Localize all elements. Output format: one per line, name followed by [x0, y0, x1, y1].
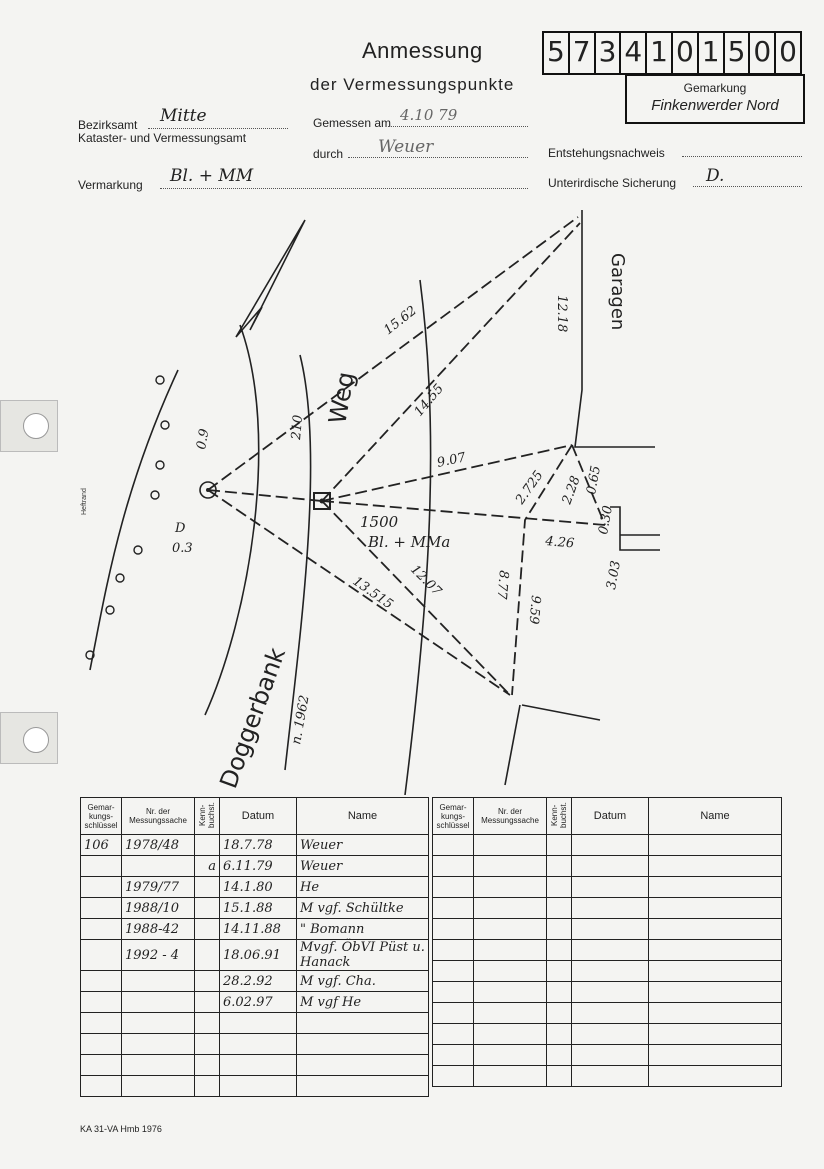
table-cell	[195, 992, 220, 1013]
table-cell: 28.2.92	[220, 971, 297, 992]
col-header: Nr. der Messungssache	[122, 798, 195, 835]
table-cell	[195, 919, 220, 940]
measure-line	[322, 501, 510, 695]
table-cell	[547, 940, 572, 961]
table-cell	[81, 940, 122, 971]
measure-label: 9.07	[435, 450, 468, 471]
table-cell	[649, 1003, 782, 1024]
number-digit: 1	[647, 33, 673, 73]
table-cell	[547, 919, 572, 940]
point-marker	[320, 499, 325, 504]
table-cell	[547, 835, 572, 856]
number-digit: 0	[673, 33, 699, 73]
table-cell: 1988-42	[122, 919, 195, 940]
table-cell	[81, 898, 122, 919]
table-cell	[649, 1045, 782, 1066]
table-cell	[433, 856, 474, 877]
measure-label: 14.55	[411, 381, 447, 420]
table-cell: 18.06.91	[220, 940, 297, 971]
point-sub: Bl. + MMa	[368, 533, 451, 551]
col-header: Kenn-buchst.	[547, 798, 572, 835]
table-row	[433, 1045, 782, 1066]
table-cell	[195, 940, 220, 971]
table-cell	[649, 898, 782, 919]
table-cell	[547, 961, 572, 982]
table-cell	[572, 877, 649, 898]
history-table-right	[432, 797, 782, 1087]
table-cell	[572, 940, 649, 961]
table-cell	[81, 1055, 122, 1076]
table-cell	[195, 1055, 220, 1076]
table-cell	[474, 940, 547, 961]
measure-label: 9.59	[525, 594, 543, 625]
garagen-label: Garagen	[607, 253, 628, 331]
table-row	[81, 898, 429, 919]
table-cell	[81, 1034, 122, 1055]
table-cell	[572, 835, 649, 856]
table-cell	[474, 1024, 547, 1045]
table-cell: 1979/77	[122, 877, 195, 898]
table-cell	[649, 1024, 782, 1045]
table-cell: Mvgf. ÖbVI Püst u. Hanack	[297, 940, 429, 971]
gemessen-line	[388, 126, 528, 127]
table-row	[433, 961, 782, 982]
form-code: KA 31-VA Hmb 1976	[80, 1124, 162, 1134]
measure-label: 3.03	[604, 559, 624, 591]
table-cell	[572, 856, 649, 877]
table-cell	[433, 835, 474, 856]
vermarkung-line	[160, 188, 528, 189]
building-corner	[610, 507, 660, 550]
table-cell	[220, 1034, 297, 1055]
table-cell	[572, 961, 649, 982]
number-digit: 4	[621, 33, 647, 73]
table-cell	[81, 1013, 122, 1034]
durch-value: Weuer	[378, 137, 434, 157]
table-cell	[122, 1076, 195, 1097]
table-cell: 6.02.97	[220, 992, 297, 1013]
gemarkung-label: Gemarkung	[683, 81, 747, 95]
d-label: D	[175, 521, 186, 536]
table-cell	[649, 982, 782, 1003]
table-cell	[572, 898, 649, 919]
table-row	[81, 1055, 429, 1076]
table-cell	[547, 898, 572, 919]
measure-label: 4.26	[544, 534, 575, 552]
table-cell	[122, 856, 195, 877]
table-cell	[547, 982, 572, 1003]
measure-label: 0.30	[596, 504, 616, 536]
table-cell	[81, 1076, 122, 1097]
bezirksamt-label: Bezirksamt	[78, 118, 138, 132]
sicherung-value: D.	[706, 166, 725, 186]
table-cell: 6.11.79	[220, 856, 297, 877]
table-cell	[547, 1045, 572, 1066]
col-header: Gemar-kungs-schlüssel	[81, 798, 122, 835]
col-header: Nr. der Messungssache	[474, 798, 547, 835]
gemarkung-value: Finkenwerder Nord	[651, 97, 779, 114]
table-row	[81, 856, 429, 877]
point-number-box	[542, 31, 802, 75]
bezirksamt-line	[148, 128, 288, 129]
durch-line	[348, 157, 528, 158]
table-cell	[433, 1003, 474, 1024]
table-cell: Weuer	[297, 835, 429, 856]
kataster-label: Kataster- und Vermessungsamt	[78, 131, 247, 145]
table-cell	[547, 1003, 572, 1024]
table-row	[433, 835, 782, 856]
table-cell	[649, 919, 782, 940]
table-cell	[122, 1055, 195, 1076]
col-header: Name	[649, 798, 782, 835]
table-cell	[220, 1055, 297, 1076]
ref-label: n. 1962	[289, 694, 313, 746]
measure-label: 8.77	[493, 569, 511, 600]
table-cell	[122, 1034, 195, 1055]
table-cell	[474, 877, 547, 898]
table-cell	[195, 971, 220, 992]
table-cell: 14.1.80	[220, 877, 297, 898]
street-name-doggerbank: Doggerbank	[214, 644, 292, 793]
sicherung-label: Unterirdische Sicherung	[548, 176, 677, 190]
table-cell	[649, 835, 782, 856]
street-name-weg: Weg	[323, 369, 360, 427]
gemessen-value: 4.10 79	[400, 106, 458, 124]
col-header: Name	[297, 798, 429, 835]
table-cell	[297, 1055, 429, 1076]
page-subtitle: der Vermessungspunkte	[310, 75, 515, 94]
side-label: 210	[289, 414, 307, 441]
table-cell	[474, 1003, 547, 1024]
table-cell	[474, 961, 547, 982]
table-cell: M vgf. Schültke	[297, 898, 429, 919]
col-header: Gemar-kungs-schlüssel	[433, 798, 474, 835]
gemessen-label: Gemessen am	[313, 116, 392, 130]
table-cell: " Bomann	[297, 919, 429, 940]
table-cell	[297, 1013, 429, 1034]
table-row	[433, 898, 782, 919]
table-cell	[572, 1045, 649, 1066]
table-cell	[547, 1024, 572, 1045]
table-cell	[433, 898, 474, 919]
table-row	[81, 877, 429, 898]
table-cell	[474, 835, 547, 856]
number-digit: 0	[750, 33, 776, 73]
table-cell	[649, 877, 782, 898]
table-row	[81, 971, 429, 992]
table-cell	[547, 1066, 572, 1087]
entstehung-label: Entstehungsnachweis	[548, 146, 665, 160]
table-cell	[81, 971, 122, 992]
page-title: Anmessung	[362, 38, 483, 63]
table-cell	[195, 1034, 220, 1055]
vermarkung-label: Vermarkung	[78, 178, 143, 192]
table-cell	[297, 1034, 429, 1055]
table-cell	[433, 1045, 474, 1066]
table-cell	[572, 919, 649, 940]
table-cell	[433, 961, 474, 982]
table-row	[81, 1013, 429, 1034]
number-digit: 5	[725, 33, 751, 73]
col-header: Datum	[220, 798, 297, 835]
entstehung-line	[682, 156, 802, 157]
table-cell: a	[195, 856, 220, 877]
measure-label: 13.515	[349, 573, 396, 613]
table-cell	[81, 919, 122, 940]
table-row	[81, 1034, 429, 1055]
table-cell	[572, 1003, 649, 1024]
table-cell: 18.7.78	[220, 835, 297, 856]
table-cell	[122, 971, 195, 992]
durch-label: durch	[313, 147, 344, 161]
table-cell	[474, 982, 547, 1003]
table-row	[433, 1003, 782, 1024]
number-digit: 0	[779, 35, 797, 68]
heftrand-label: Heftrand	[81, 488, 88, 515]
table-cell	[474, 1066, 547, 1087]
measure-line	[208, 217, 578, 490]
table-cell	[195, 835, 220, 856]
table-cell	[220, 1013, 297, 1034]
measure-label: 15.62	[381, 303, 420, 339]
table-row	[81, 835, 429, 856]
number-digit: 5	[544, 33, 570, 73]
col-header: Kenn-buchst.	[195, 798, 220, 835]
gemarkung-box	[625, 74, 805, 124]
table-cell: Weuer	[297, 856, 429, 877]
number-digit: 3	[596, 33, 622, 73]
survey-sketch	[0, 195, 824, 795]
number-digit: 7	[570, 33, 596, 73]
table-cell	[547, 856, 572, 877]
measure-label: 0.65	[584, 464, 604, 496]
table-row	[81, 992, 429, 1013]
table-cell	[81, 877, 122, 898]
table-cell	[195, 1076, 220, 1097]
history-table-left	[80, 797, 429, 1097]
table-cell: 14.11.88	[220, 919, 297, 940]
table-row	[81, 940, 429, 971]
table-cell	[474, 856, 547, 877]
table-cell	[474, 1045, 547, 1066]
bezirksamt-value: Mitte	[160, 106, 207, 126]
table-cell	[474, 898, 547, 919]
measure-label: 12.18	[554, 295, 569, 333]
measure-label: 12.07	[407, 562, 445, 600]
table-cell	[572, 1024, 649, 1045]
table-cell	[433, 982, 474, 1003]
point-marker	[206, 488, 210, 492]
measure-label: 2.725	[512, 468, 547, 508]
table-cell	[649, 856, 782, 877]
table-cell	[195, 898, 220, 919]
table-cell: He	[297, 877, 429, 898]
left-label: 0.9	[194, 427, 213, 451]
table-cell: M vgf. Cha.	[297, 971, 429, 992]
point-label: 1500	[360, 513, 399, 531]
table-cell	[572, 982, 649, 1003]
table-cell	[297, 1076, 429, 1097]
table-row	[81, 919, 429, 940]
col-header: Datum	[572, 798, 649, 835]
table-cell	[220, 1076, 297, 1097]
table-cell	[649, 940, 782, 961]
table-cell: M vgf He	[297, 992, 429, 1013]
table-row	[433, 1024, 782, 1045]
table-cell	[474, 919, 547, 940]
table-row	[81, 1076, 429, 1097]
table-cell	[122, 1013, 195, 1034]
table-cell	[81, 856, 122, 877]
table-cell: 1978/48	[122, 835, 195, 856]
table-cell	[433, 940, 474, 961]
table-cell	[649, 1066, 782, 1087]
table-row	[433, 940, 782, 961]
table-cell	[81, 992, 122, 1013]
table-cell	[195, 1013, 220, 1034]
table-cell	[195, 877, 220, 898]
table-cell: 1988/10	[122, 898, 195, 919]
table-row	[433, 856, 782, 877]
measure-line	[208, 490, 322, 501]
north-arrow-icon	[236, 220, 305, 337]
table-cell	[122, 992, 195, 1013]
number-digit: 1	[699, 33, 725, 73]
table-row	[433, 919, 782, 940]
measure-label: 2.28	[559, 474, 584, 507]
vermarkung-value: Bl. + MM	[170, 166, 254, 186]
table-row	[433, 1066, 782, 1087]
table-cell	[649, 961, 782, 982]
table-cell: 1992 - 4	[122, 940, 195, 971]
table-cell	[433, 877, 474, 898]
boundary-curve	[90, 370, 178, 670]
table-cell: 15.1.88	[220, 898, 297, 919]
table-cell	[572, 1066, 649, 1087]
building-corner	[505, 705, 600, 785]
table-cell: 106	[81, 835, 122, 856]
table-cell	[433, 1066, 474, 1087]
table-row	[433, 982, 782, 1003]
table-cell	[547, 877, 572, 898]
table-cell	[433, 919, 474, 940]
d-value: 0.3	[172, 541, 193, 556]
sicherung-line	[693, 186, 802, 187]
table-row	[433, 877, 782, 898]
table-cell	[433, 1024, 474, 1045]
